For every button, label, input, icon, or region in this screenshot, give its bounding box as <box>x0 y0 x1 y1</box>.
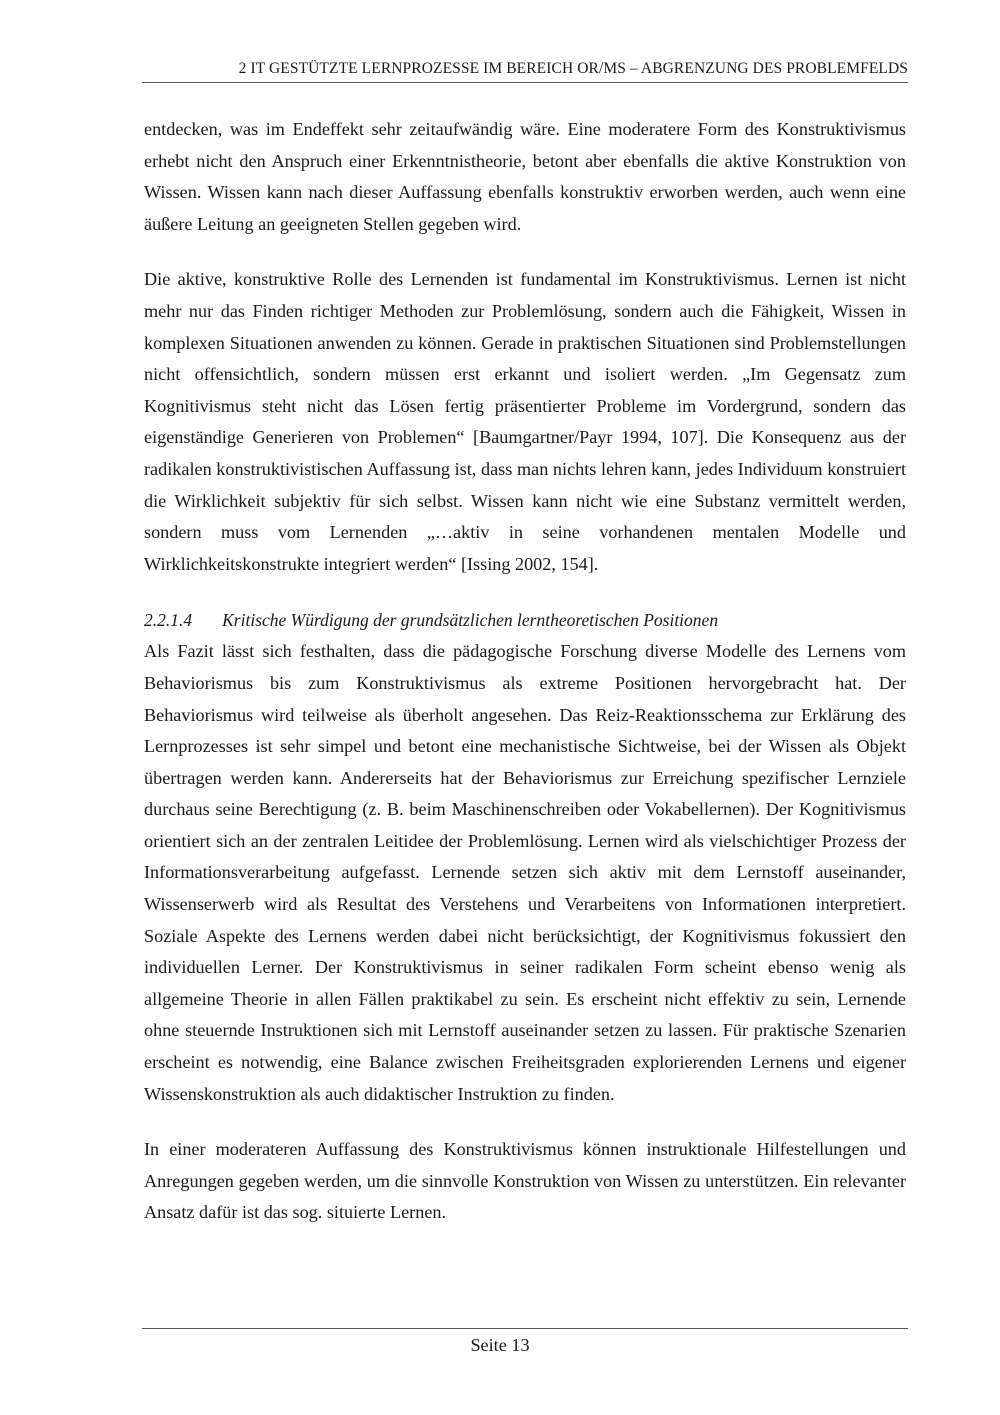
section-number: 2.2.1.4 <box>144 610 193 631</box>
footer-rule <box>142 1328 908 1329</box>
paragraph: entdecken, was im Endeffekt sehr zeitaufwändig wäre. Eine moderatere Form des Konstruktivismus erhebt nicht den Anspruch einer Erkenntnistheorie, betont aber ebenfalls die aktive Konstruktion von Wissen. Wissen kann nach dieser Auffassung ebenfalls konstruktiv erworben werden, auch wenn eine äußere Leitung an geeigneten Stellen gegeben wird. <box>144 119 906 234</box>
running-header: 2 IT GESTÜTZTE LERNPROZESSE IM BEREICH OR/MS – ABGRENZUNG DES PROBLEMFELDS <box>238 60 908 77</box>
header-rule <box>142 82 908 83</box>
paragraph: Als Fazit lässt sich festhalten, dass die pädagogische Forschung diverse Modelle des Lernens vom Behaviorismus bis zum Konstruktivismus als extreme Positionen hervorgebracht hat. Der Behaviorismus wird teilweise als überholt angesehen. Das Reiz-Reaktionsschema zur Erklärung des Lernprozesses ist sehr simpel und betont eine mechanistische Sichtweise, bei der Wissen als Objekt übertragen werden kann. Andererseits hat der Behaviorismus zur Erreichung spezifischer Lernziele durchaus seine Berechtigung (z. B. beim Maschinenschreiben oder Vokabellernen). Der Kognitivismus orientiert sich an der zentralen Leitidee der Problemlösung. Lernen wird als vielschichtiger Prozess der Informationsverarbeitung aufgefasst. Lernende setzen sich aktiv mit dem Lernstoff auseinander, Wissenserwerb wird als Resultat des Verstehens und Verarbeitens von Informationen interpretiert. Soziale Aspekte des Lernens werden dabei nicht berücksichtigt, der Kognitivismus fokussiert den individuellen Lerner. Der Konstruktivismus in seiner radikalen Form scheint ebenso wenig als allgemeine Theorie in allen Fällen praktikabel zu sein. Es erscheint nicht effektiv zu sein, Lernende ohne steuernde Instruktionen sich mit Lernstoff auseinander setzen zu lassen. Für praktische Szenarien erscheint es notwendig, eine Balance zwischen Freiheitsgraden explorierenden Lernens und eigener Wissenskonstruktion als auch didaktischer Instruktion zu finden. <box>144 641 906 1104</box>
body-text <box>144 114 906 1229</box>
section-heading <box>144 605 906 636</box>
paragraph: In einer moderateren Auffassung des Konstruktivismus können instruktionale Hilfestellungen und Anregungen gegeben werden, um die sinnvolle Konstruktion von Wissen zu unterstützen. Ein relevanter Ansatz dafür ist das sog. situierte Lernen. <box>144 1139 906 1223</box>
section-title: Kritische Würdigung der grundsätzlichen lerntheoretischen Positionen <box>222 610 719 631</box>
paragraph: Die aktive, konstruktive Rolle des Lernenden ist fundamental im Konstruktivismus. Lernen ist nicht mehr nur das Finden richtiger Methoden zur Problemlösung, sondern auch die Fähigkeit, Wissen in komplexen Situationen anwenden zu können. Gerade in praktischen Situationen sind Problemstellungen nicht offensichtlich, sondern müssen erst erkannt und isoliert werden. „Im Gegensatz zum Kognitivismus steht nicht das Lösen fertig präsentierter Probleme im Vordergrund, sondern das eigenständige Generieren von Problemen“ [Baumgartner/Payr 1994, 107]. Die Konsequenz aus der radikalen konstruktivistischen Auffassung ist, dass man nichts lehren kann, jedes Individuum konstruiert die Wirklichkeit subjektiv für sich selbst. Wissen kann nicht wie eine Substanz vermittelt werden, sondern muss vom Lernenden „…aktiv in seine vorhandenen mentalen Modelle und Wirklichkeitskonstrukte integriert werden“ [Issing 2002, 154]. <box>144 269 906 574</box>
page-number: Seite 13 <box>470 1335 530 1355</box>
